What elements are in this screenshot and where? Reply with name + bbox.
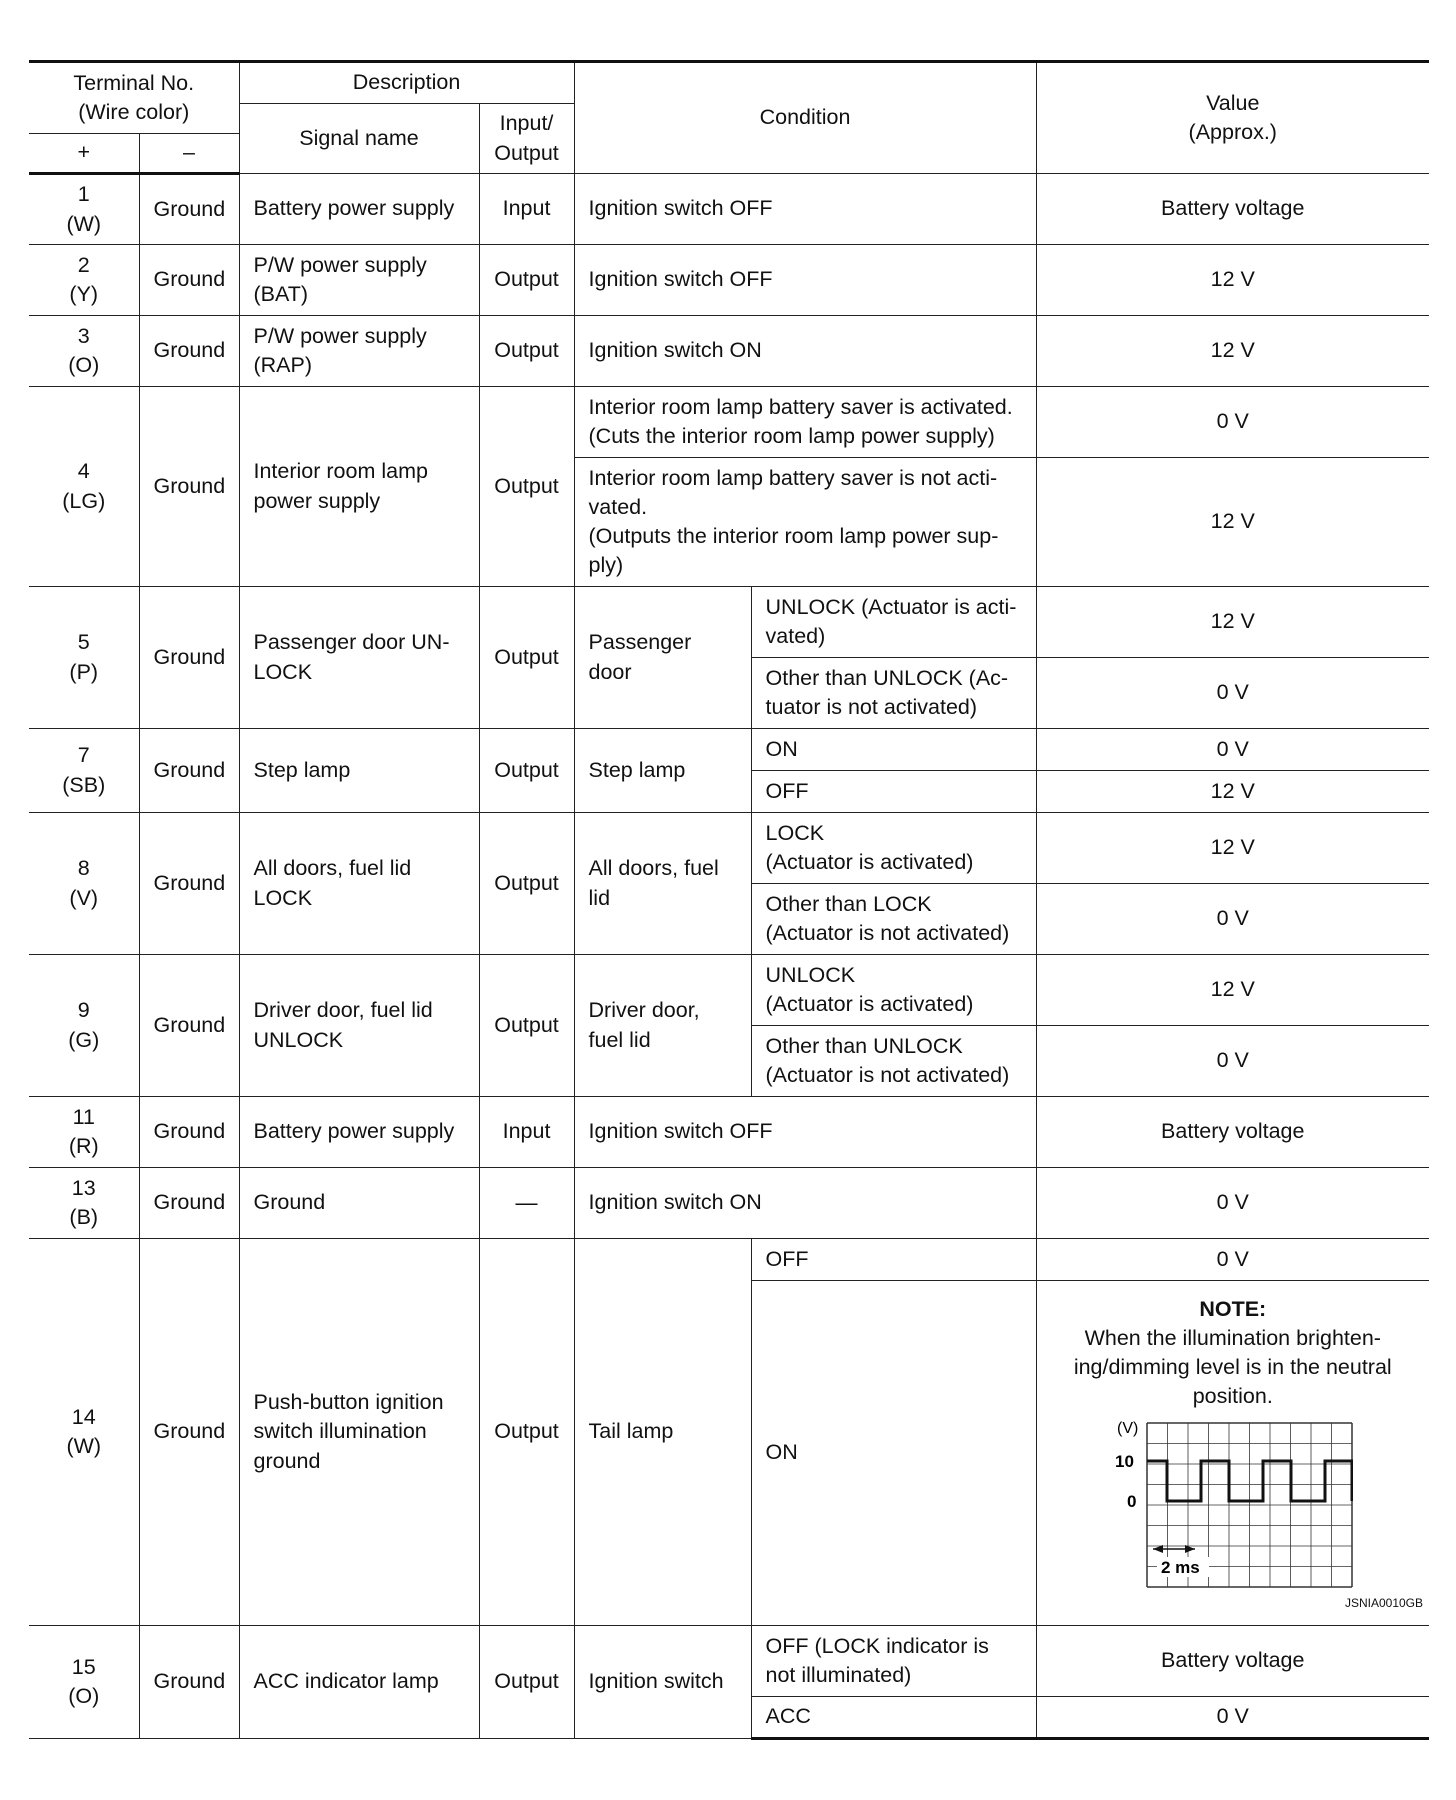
input-output: Input: [479, 174, 574, 245]
terminal-number: [29, 1626, 139, 1739]
signal-name: Driver door, fuel lid UNLOCK: [239, 955, 479, 1097]
wire-color: (P): [69, 659, 99, 684]
minus-terminal: Ground: [139, 729, 239, 813]
terminal-number: [29, 316, 139, 387]
terminal-number: [29, 1239, 139, 1626]
header-value: [1036, 62, 1429, 174]
table-row-terminal-4: [29, 387, 1429, 458]
sub-condition: UNLOCK (Actuator is acti- vated): [751, 587, 1036, 658]
scope-unit-label: (V): [1116, 1419, 1139, 1437]
terminal-number: [29, 729, 139, 813]
terminal-table: [29, 60, 1429, 1740]
terminal-num: 9: [77, 998, 90, 1023]
condition: Ignition switch ON: [574, 316, 1036, 387]
table-row-terminal-13: [29, 1168, 1429, 1239]
table-row-terminal-15: [29, 1626, 1429, 1697]
signal-name: Push-button ignition switch illumination ground: [239, 1239, 479, 1626]
sub-condition: OFF (LOCK indicator is not illuminated): [751, 1626, 1036, 1697]
value: 12 V: [1036, 813, 1429, 884]
sub-condition: Other than UNLOCK (Ac- tuator is not activated): [751, 658, 1036, 729]
minus-terminal: Ground: [139, 587, 239, 729]
wire-color: (B): [69, 1205, 99, 1229]
terminal-number: [29, 245, 139, 316]
figure-id: JSNIA0010GB: [1344, 1595, 1424, 1610]
sub-condition: Other than UNLOCK (Actuator is not activated): [751, 1026, 1036, 1097]
wire-color: (O): [68, 1684, 100, 1708]
header-description: Description: [239, 62, 574, 104]
note-text: When the illumination brighten- ing/dimming level is in the neutral position.: [1073, 1325, 1392, 1408]
value: Battery voltage: [1036, 1626, 1429, 1697]
scope-y10-label: 10: [1114, 1451, 1134, 1471]
table-row-terminal-11: [29, 1097, 1429, 1168]
input-output: Output: [479, 587, 574, 729]
note-title: NOTE:: [1199, 1296, 1267, 1321]
minus-terminal: Ground: [139, 1097, 239, 1168]
sub-condition: ACC: [751, 1697, 1036, 1739]
wire-color: (W): [66, 1434, 102, 1458]
input-output: Output: [479, 729, 574, 813]
sub-condition: OFF: [751, 1239, 1036, 1281]
terminal-num: 15: [71, 1654, 96, 1679]
condition: Ignition switch OFF: [574, 174, 1036, 245]
terminal-num: 7: [77, 743, 90, 768]
value: Battery voltage: [1036, 1097, 1429, 1168]
input-output: Output: [479, 316, 574, 387]
minus-terminal: Ground: [139, 1239, 239, 1626]
input-output: Output: [479, 1239, 574, 1626]
value: 0 V: [1036, 1168, 1429, 1239]
input-output: Output: [479, 813, 574, 955]
signal-name: P/W power supply (RAP): [239, 316, 479, 387]
table-row-terminal-2: [29, 245, 1429, 316]
wire-color: (LG): [62, 488, 106, 513]
input-output: Input: [479, 1097, 574, 1168]
minus-terminal: Ground: [139, 955, 239, 1097]
value: 12 V: [1036, 458, 1429, 587]
value-note-cell: [1036, 1281, 1429, 1626]
terminal-number: [29, 813, 139, 955]
value: 12 V: [1036, 771, 1429, 813]
header-plus: +: [29, 134, 139, 174]
table-row-terminal-7: [29, 729, 1429, 771]
terminal-number: [29, 955, 139, 1097]
terminal-num: 4: [77, 459, 90, 484]
sub-condition: Other than LOCK (Actuator is not activated): [751, 884, 1036, 955]
scope-y0-label: 0: [1126, 1491, 1137, 1511]
signal-name: P/W power supply (BAT): [239, 245, 479, 316]
minus-terminal: Ground: [139, 1168, 239, 1239]
signal-name: Battery power supply: [239, 174, 479, 245]
value: 0 V: [1036, 658, 1429, 729]
terminal-num: 3: [77, 323, 90, 348]
terminal-number: [29, 387, 139, 587]
header-minus: –: [139, 134, 239, 174]
condition: Ignition switch: [574, 1626, 751, 1739]
table-row-terminal-3: [29, 316, 1429, 387]
signal-name: Interior room lamp power supply: [239, 387, 479, 587]
condition: Tail lamp: [574, 1239, 751, 1626]
table-row-terminal-5: [29, 587, 1429, 658]
scope-time-label: 2 ms: [1160, 1557, 1200, 1577]
terminal-number: [29, 174, 139, 245]
sub-condition: UNLOCK (Actuator is activated): [751, 955, 1036, 1026]
wire-color: (W): [66, 211, 102, 236]
input-output: —: [479, 1168, 574, 1239]
minus-terminal: Ground: [139, 174, 239, 245]
input-output: Output: [479, 245, 574, 316]
wire-color: (R): [68, 1134, 99, 1158]
terminal-num: 13: [71, 1175, 96, 1200]
wire-color: (O): [68, 353, 100, 377]
signal-name: Battery power supply: [239, 1097, 479, 1168]
value: Battery voltage: [1036, 174, 1429, 245]
signal-name: Step lamp: [239, 729, 479, 813]
terminal-num: 8: [77, 856, 90, 881]
sub-condition: ON: [751, 729, 1036, 771]
signal-name: ACC indicator lamp: [239, 1626, 479, 1739]
condition: Ignition switch OFF: [574, 245, 1036, 316]
oscilloscope-waveform-figure: [1113, 1417, 1353, 1593]
header-terminal-no-label: Terminal No.: [73, 70, 195, 95]
table-row-terminal-8: [29, 813, 1429, 884]
minus-terminal: Ground: [139, 245, 239, 316]
terminal-num: 5: [77, 630, 90, 655]
wire-color: (G): [68, 1027, 100, 1052]
condition: Driver door, fuel lid: [574, 955, 751, 1097]
terminal-num: 11: [72, 1104, 95, 1129]
wire-color: (V): [69, 885, 99, 910]
minus-terminal: Ground: [139, 316, 239, 387]
condition: Step lamp: [574, 729, 751, 813]
input-output: Output: [479, 1626, 574, 1739]
value: 12 V: [1036, 316, 1429, 387]
wire-color: (SB): [62, 772, 106, 797]
sub-condition: ON: [751, 1281, 1036, 1626]
value: 12 V: [1036, 587, 1429, 658]
signal-name: All doors, fuel lid LOCK: [239, 813, 479, 955]
signal-name: Passenger door UN- LOCK: [239, 587, 479, 729]
condition: Interior room lamp battery saver is activated. (Cuts the interior room lamp power supply): [574, 387, 1036, 458]
condition: Ignition switch OFF: [574, 1097, 1036, 1168]
minus-terminal: Ground: [139, 1626, 239, 1739]
header-wire-color-label: (Wire color): [78, 100, 190, 124]
input-output: Output: [479, 387, 574, 587]
condition: Ignition switch ON: [574, 1168, 1036, 1239]
condition: All doors, fuel lid: [574, 813, 751, 955]
condition: Interior room lamp battery saver is not acti- vated. (Outputs the interior room lamp power sup- ply): [574, 458, 1036, 587]
minus-terminal: Ground: [139, 813, 239, 955]
condition: Passenger door: [574, 587, 751, 729]
value: 0 V: [1036, 1026, 1429, 1097]
terminal-number: [29, 1097, 139, 1168]
terminal-num: 14: [71, 1404, 96, 1429]
value: 0 V: [1036, 884, 1429, 955]
value: 0 V: [1036, 387, 1429, 458]
sub-condition: LOCK (Actuator is activated): [751, 813, 1036, 884]
header-input-output: Input/ Output: [479, 104, 574, 174]
value: 12 V: [1036, 245, 1429, 316]
header-condition: Condition: [574, 62, 1036, 174]
terminal-num: 1: [77, 182, 90, 207]
header-signal-name: Signal name: [239, 104, 479, 174]
table-row-terminal-9: [29, 955, 1429, 1026]
input-output: Output: [479, 955, 574, 1097]
value: 12 V: [1036, 955, 1429, 1026]
terminal-number: [29, 587, 139, 729]
header-terminal-no: [29, 62, 239, 134]
table-row-terminal-1: [29, 174, 1429, 245]
table-row-terminal-14: [29, 1239, 1429, 1281]
terminal-number: [29, 1168, 139, 1239]
sub-condition: OFF: [751, 771, 1036, 813]
terminal-num: 2: [77, 252, 90, 277]
signal-name: Ground: [239, 1168, 479, 1239]
value: 0 V: [1036, 1697, 1429, 1739]
minus-terminal: Ground: [139, 387, 239, 587]
wire-color: (Y): [69, 282, 99, 306]
header-value-approx-label: (Approx.): [1188, 120, 1277, 144]
value: 0 V: [1036, 1239, 1429, 1281]
header-value-label: Value: [1206, 90, 1260, 115]
value: 0 V: [1036, 729, 1429, 771]
